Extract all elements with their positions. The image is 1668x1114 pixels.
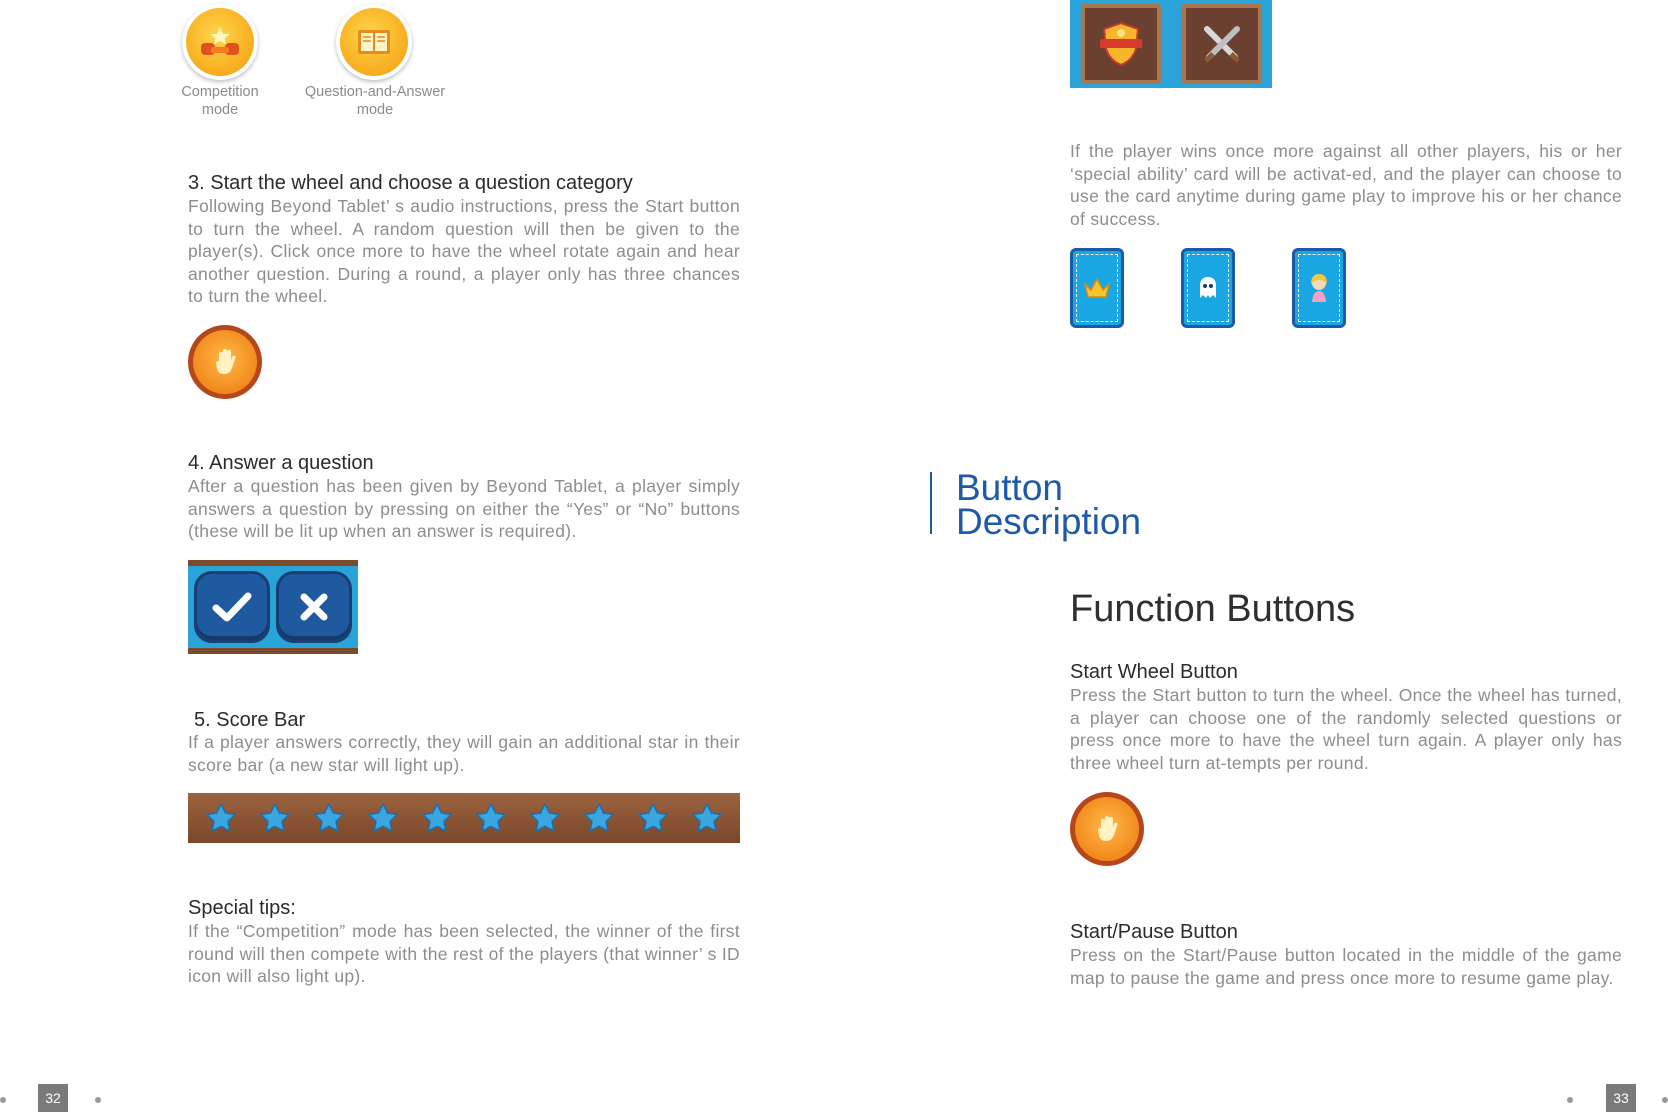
step5-heading: 5. Score Bar [194, 709, 306, 731]
score-bar [188, 793, 740, 843]
start-wheel-body: Press the Start button to turn the wheel. Once the wheel has turned, a player can choose one of the randomly selected questions or press once more to have the wheel turn again. A player only has three wheel turn at-tempts per round. [1070, 685, 1622, 773]
star-icon [637, 802, 669, 834]
hand-icon [210, 347, 240, 377]
star-icon [691, 802, 723, 834]
competition-mode-label: Competition mode [181, 84, 259, 118]
star-icon [583, 802, 615, 834]
footer-dot [95, 1097, 101, 1103]
game-board-preview [1070, 0, 1272, 88]
shield-icon [1096, 19, 1146, 69]
competition-mode [182, 4, 262, 80]
trophy-icon [197, 25, 243, 59]
start-wheel-button-image-2 [1070, 792, 1144, 866]
check-icon [210, 589, 254, 625]
swords-tile [1182, 4, 1262, 84]
shield-tile [1081, 4, 1161, 84]
step5-body: If a player answers correctly, they will gain an additional star in their score bar (a new star will light up). [188, 732, 740, 775]
tips-body: If the “Competition” mode has been selected, the winner of the first round will then compete with the rest of the players (that winner’ s ID icon will also light up). [188, 921, 740, 986]
function-buttons-title: Function Buttons [1070, 588, 1356, 630]
swords-icon [1197, 19, 1247, 69]
qa-mode-icon [336, 4, 412, 80]
book-icon [354, 26, 394, 58]
hand-icon [1092, 814, 1122, 844]
star-icon [475, 802, 507, 834]
footer-dot [1662, 1097, 1668, 1103]
star-icon [205, 802, 237, 834]
page-number-right: 33 [1606, 1084, 1636, 1112]
star-icon [367, 802, 399, 834]
start-pause-heading: Start/Pause Button [1070, 921, 1238, 943]
star-icon [313, 802, 345, 834]
ability-text: If the player wins once more against all other players, his or her ‘special ability’ card will be activat-ed, and the player can choose to use the card anytime during game play to improve his or her chance of success. [1070, 141, 1622, 229]
section-title: Button Description [956, 467, 1142, 542]
cross-icon [296, 589, 332, 625]
qa-mode [336, 4, 416, 80]
start-pause-body: Press on the Start/Pause button located in the middle of the game map to pause the game and press once more to resume game play. [1070, 945, 1622, 988]
star-icon [529, 802, 561, 834]
competition-mode-icon [182, 4, 258, 80]
step4-body: After a question has been given by Beyond Tablet, a player simply answers a question by pressing on either the “Yes” or “No” buttons (these will be lit up when an answer is required). [188, 476, 740, 541]
step3-heading: 3. Start the wheel and choose a question category [188, 172, 633, 194]
crown-icon [1083, 276, 1111, 300]
footer-dot [0, 1097, 6, 1103]
star-icon [259, 802, 291, 834]
section-divider [930, 472, 932, 534]
ghost-icon [1194, 274, 1222, 302]
tips-heading: Special tips: [188, 897, 296, 919]
princess-icon [1305, 272, 1333, 304]
page-number-left: 32 [38, 1084, 68, 1112]
start-wheel-heading: Start Wheel Button [1070, 661, 1238, 683]
no-button-image [276, 571, 352, 643]
yes-no-panel [188, 560, 358, 654]
qa-mode-label: Question-and-Answer mode [304, 84, 446, 118]
start-wheel-button-image [188, 325, 262, 399]
step3-body: Following Beyond Tablet’ s audio instructions, press the Start button to turn the wheel. A random question will then be given to the player(s). Click once more to have the wheel rotate again and hear another question. During a round, a player only has three chances to turn the wheel. [188, 196, 740, 306]
star-icon [421, 802, 453, 834]
princess-card [1292, 248, 1346, 328]
footer-dot [1567, 1097, 1573, 1103]
crown-card [1070, 248, 1124, 328]
step4-heading: 4. Answer a question [188, 452, 374, 474]
yes-button-image [194, 571, 270, 643]
ghost-card [1181, 248, 1235, 328]
